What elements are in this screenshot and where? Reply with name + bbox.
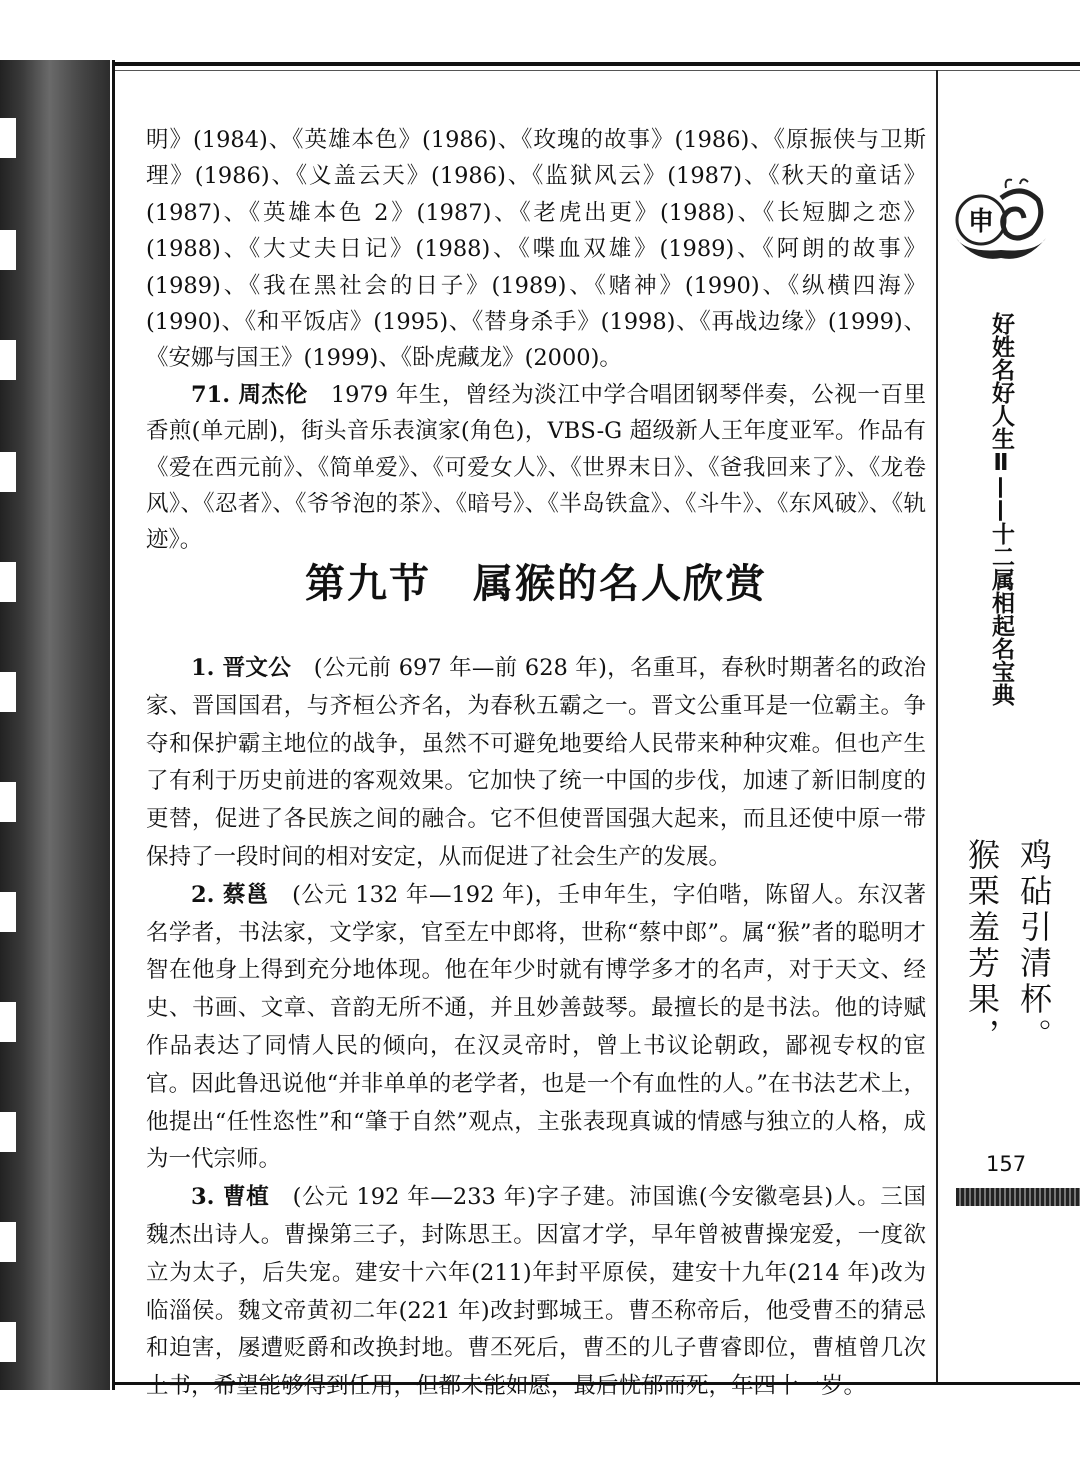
section-heading xyxy=(146,552,926,609)
entry-heading: 1. 晋文公 xyxy=(191,655,291,681)
column-divider xyxy=(936,70,938,1382)
film-sprocket xyxy=(0,562,16,602)
film-sprocket xyxy=(0,1322,16,1362)
film-sprocket xyxy=(0,1112,16,1152)
entry-1 xyxy=(146,650,926,877)
film-sprocket xyxy=(0,452,16,492)
film-sprocket xyxy=(0,118,16,158)
film-sprocket xyxy=(0,1222,16,1262)
film-sprocket xyxy=(0,340,16,380)
film-sprocket xyxy=(0,782,16,822)
poem-line-2: 猴栗羞芳果， xyxy=(963,838,1001,1054)
header-rule xyxy=(115,62,1080,66)
entry-3 xyxy=(146,1179,926,1406)
scan-margin-edge xyxy=(112,60,115,1390)
film-sprocket xyxy=(0,1002,16,1042)
section-body xyxy=(146,650,926,1406)
entry-text: 1979 年生，曾经为淡江中学合唱团钢琴伴奏，公视一百里香煎(单元剧)，街头音乐表演家(角色)，VBS-G 超级新人王年度亚军。作品有《爱在西元前》、《简单爱》、《可爱女人》、《世界末日》、《爸我回来了》、《龙卷风》、《忍者》、《爷爷泡的茶》、《暗号》、《半岛铁盒》、《斗牛》、《东风破》、《轨迹》。 xyxy=(146,381,926,554)
entry-2 xyxy=(146,877,926,1179)
emblem-character: 申 xyxy=(967,207,995,237)
monkey-zodiac-emblem-icon xyxy=(946,178,1056,270)
page-number-bar xyxy=(956,1188,1080,1206)
entry-text: (公元 132 年—192 年)，壬申年生，字伯喈，陈留人。东汉著名学者，书法家，文学家，官至左中郎将，世称“蔡中郎”。属“猴”者的聪明才智在他身上得到充分地体现。他在年少时就有博学多才的名声，对于天文、经史、书画、文章、音韵无所不通，并且妙善鼓琴。最擅长的是书法。他的诗赋作品表达了同情人民的倾向，在汉灵帝时，曾上书议论朝政，鄙视专权的宦官。因此鲁迅说他“并非单单的老学者，也是一个有血性的人。”在书法艺术上，他提出“任性恣性”和“肇于自然”观点，主张表现真诚的情感与独立的人格，成为一代宗师。 xyxy=(146,881,927,1173)
section-number: 第九节 xyxy=(305,561,431,607)
entry-71 xyxy=(146,377,926,559)
scan-margin-strip xyxy=(0,60,110,1390)
film-sprocket xyxy=(0,672,16,712)
film-sprocket xyxy=(0,230,16,270)
page-number: 157 xyxy=(986,1152,1027,1176)
film-list-paragraph: 明》(1984)、《英雄本色》(1986)、《玫瑰的故事》(1986)、《原振侠与卫斯理》(1986)、《义盖云天》(1986)、《监狱风云》(1987)、《秋天的童话》(1987)、《英雄本色 2》(1987)、《老虎出更》(1988)、《长短脚之恋》(1988)、《大丈夫日记》(1988)、《喋血双雄》(1989)、《阿朗的故事》(1989)、《我在黑社会的日子》(1989)、《赌神》(1990)、《纵横四海》(1990)、《和平饭店》(1995)、《替身杀手》(1998)、《再战边缘》(1999)、《安娜与国王》(1999)、《卧虎藏龙》(2000)。 xyxy=(146,127,926,372)
book-title-vertical: 好姓名好人生Ⅱ——十二属相起名宝典 xyxy=(988,312,1014,706)
continued-text-block xyxy=(146,122,926,559)
entry-heading: 3. 曹植 xyxy=(191,1184,270,1211)
entry-heading: 71. 周杰伦 xyxy=(191,381,308,408)
entry-heading: 2. 蔡邕 xyxy=(191,881,270,908)
entry-text: (公元前 697 年—前 628 年)，名重耳，春秋时期著名的政治家、晋国国君，与齐桓公齐名，为春秋五霸之一。晋文公重耳是一位霸主。争夺和保护霸主地位的战争，虽然不可避免地要给人民带来种种灾难。但也产生了有利于历史前进的客观效果。它加快了统一中国的步伐，加速了新旧制度的更替，促进了各民族之间的融合。它不但使晋国强大起来，而且还使中原一带保持了一段时间的相对安定，从而促进了社会生产的发展。 xyxy=(146,655,926,870)
poem-line-1: 鸡砧引清杯。 xyxy=(1015,838,1053,1054)
section-title: 属猴的名人欣赏 xyxy=(473,561,767,607)
film-sprocket xyxy=(0,892,16,932)
entry-text: (公元 192 年—233 年)字子建。沛国谯(今安徽亳县)人。三国魏杰出诗人。曹操第三子，封陈思王。因富才学，早年曾被曹操宠爱，一度欲立为太子，后失宠。建安十六年(211)年封平原侯，建安十九年(214 年)改为临淄侯。魏文帝黄初二年(221 年)改封鄄城王。曹丕称帝后，他受曹丕的猜忌和迫害，屡遭贬爵和改换封地。曹丕死后，曹丕的儿子曹睿即位，曹植曾几次上书，希望能够得到任用，但都未能如愿，最后忧郁而死，年四十一岁。 xyxy=(146,1184,926,1400)
